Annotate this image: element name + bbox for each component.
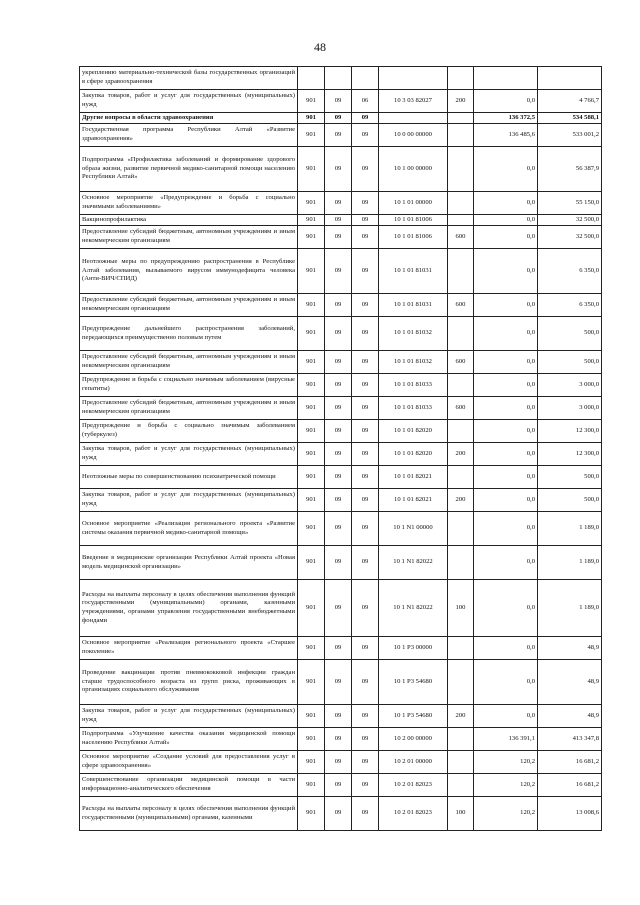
amount-first-cell: 0,0 — [474, 489, 538, 512]
row-name-cell: Закупка товаров, работ и услуг для государственных (муниципальных) нужд — [80, 443, 298, 466]
subsection-code-cell: 09 — [352, 420, 379, 443]
amount-second-cell: 16 681,2 — [538, 774, 602, 797]
row-name-cell: Основное мероприятие «Реализация регионального проекта «Старшее поколение» — [80, 637, 298, 660]
expense-type-code-cell — [448, 774, 474, 797]
subsection-code-cell: 09 — [352, 797, 379, 831]
row-name-cell: Совершенствование организации медицинской помощи в части информационно-аналитического обеспечения — [80, 774, 298, 797]
section-code-cell: 09 — [325, 705, 352, 728]
ministry-code-cell: 901 — [298, 90, 325, 113]
section-code-cell: 09 — [325, 113, 352, 124]
row-name-cell: Предоставление субсидий бюджетным, автономным учреждениям и иным некоммерческим организациям — [80, 226, 298, 249]
amount-first-cell: 0,0 — [474, 249, 538, 294]
subsection-code-cell: 09 — [352, 192, 379, 215]
table-row — [80, 226, 602, 249]
table-row — [80, 489, 602, 512]
row-name-cell: Расходы на выплаты персоналу в целях обеспечения выполнения функций государственными (муниципальными) органами, казенными учреждениями, органами управления государственными внебюджетными фондами — [80, 580, 298, 637]
section-code-cell: 09 — [325, 90, 352, 113]
ministry-code-cell: 901 — [298, 797, 325, 831]
target-article-code-cell: 10 1 01 81033 — [379, 397, 448, 420]
target-article-code-cell: 10 0 00 00000 — [379, 124, 448, 147]
section-code-cell: 09 — [325, 728, 352, 751]
amount-second-cell: 3 000,0 — [538, 397, 602, 420]
subsection-code-cell: 09 — [352, 317, 379, 351]
amount-first-cell: 0,0 — [474, 351, 538, 374]
expense-type-code-cell — [448, 215, 474, 226]
row-name-cell: Неотложные меры по совершенствованию психиатрической помощи — [80, 466, 298, 489]
subsection-code-cell: 09 — [352, 580, 379, 637]
row-name-cell: Другие вопросы в области здравоохранения — [80, 113, 298, 124]
expense-type-code-cell — [448, 317, 474, 351]
target-article-code-cell: 10 1 N1 00000 — [379, 512, 448, 546]
amount-second-cell: 3 000,0 — [538, 374, 602, 397]
section-code-cell: 09 — [325, 466, 352, 489]
section-code-cell: 09 — [325, 374, 352, 397]
expense-type-code-cell — [448, 637, 474, 660]
expense-type-code-cell — [448, 67, 474, 90]
row-name-cell: Основное мероприятие «Реализация регионального проекта «Развитие системы оказания первичной медико-санитарной помощи» — [80, 512, 298, 546]
expense-type-code-cell: 200 — [448, 489, 474, 512]
target-article-code-cell: 10 1 01 82020 — [379, 443, 448, 466]
row-name-cell: Вакцинопрофилактика — [80, 215, 298, 226]
target-article-code-cell: 10 2 01 82023 — [379, 774, 448, 797]
expense-type-code-cell — [448, 113, 474, 124]
target-article-code-cell: 10 1 01 82021 — [379, 466, 448, 489]
target-article-code-cell: 10 1 N1 82022 — [379, 580, 448, 637]
amount-second-cell: 32 500,0 — [538, 226, 602, 249]
ministry-code-cell: 901 — [298, 113, 325, 124]
subsection-code-cell: 09 — [352, 466, 379, 489]
target-article-code-cell — [379, 113, 448, 124]
amount-second-cell: 56 387,9 — [538, 147, 602, 192]
target-article-code-cell: 10 1 P3 00000 — [379, 637, 448, 660]
row-name-cell: Подпрограмма «Профилактика заболеваний и формирование здорового образа жизни, развитие первичной медико-санитарной помощи населению Республики Алтай» — [80, 147, 298, 192]
table-row — [80, 294, 602, 317]
amount-second-cell: 16 681,2 — [538, 751, 602, 774]
subsection-code-cell: 09 — [352, 215, 379, 226]
subsection-code-cell: 09 — [352, 705, 379, 728]
ministry-code-cell: 901 — [298, 546, 325, 580]
amount-first-cell: 136 372,5 — [474, 113, 538, 124]
table-row — [80, 215, 602, 226]
amount-first-cell: 0,0 — [474, 512, 538, 546]
table-row — [80, 797, 602, 831]
row-name-cell: Государственная программа Республики Алтай «Развитие здравоохранения» — [80, 124, 298, 147]
row-name-cell: Предупреждение и борьба с социально значимым заболеванием (туберкулез) — [80, 420, 298, 443]
row-name-cell: Проведение вакцинации против пневмококковой инфекции граждан старше трудоспособного возраста из групп риска, проживающих в организациях социального обслуживания — [80, 660, 298, 705]
amount-second-cell: 500,0 — [538, 489, 602, 512]
expense-type-code-cell: 200 — [448, 90, 474, 113]
expense-type-code-cell — [448, 546, 474, 580]
expense-type-code-cell — [448, 728, 474, 751]
ministry-code-cell: 901 — [298, 397, 325, 420]
amount-first-cell: 0,0 — [474, 660, 538, 705]
section-code-cell: 09 — [325, 226, 352, 249]
expense-type-code-cell — [448, 751, 474, 774]
target-article-code-cell: 10 3 03 82027 — [379, 90, 448, 113]
table-row — [80, 249, 602, 294]
amount-second-cell: 1 189,0 — [538, 580, 602, 637]
ministry-code-cell: 901 — [298, 489, 325, 512]
ministry-code-cell: 901 — [298, 580, 325, 637]
table-row — [80, 580, 602, 637]
table-row — [80, 420, 602, 443]
table-row — [80, 374, 602, 397]
row-name-cell: Предупреждение дальнейшего распространения заболеваний, передающихся преимущественно половым путем — [80, 317, 298, 351]
amount-first-cell: 0,0 — [474, 705, 538, 728]
section-code-cell: 09 — [325, 215, 352, 226]
table-row — [80, 728, 602, 751]
subsection-code-cell: 09 — [352, 489, 379, 512]
expense-type-code-cell — [448, 420, 474, 443]
ministry-code-cell: 901 — [298, 637, 325, 660]
target-article-code-cell: 10 1 01 81031 — [379, 294, 448, 317]
amount-first-cell: 136 391,1 — [474, 728, 538, 751]
amount-second-cell: 48,9 — [538, 705, 602, 728]
target-article-code-cell: 10 1 N1 82022 — [379, 546, 448, 580]
amount-first-cell: 120,2 — [474, 797, 538, 831]
target-article-code-cell: 10 1 01 81032 — [379, 351, 448, 374]
row-name-cell: Основное мероприятие «Создание условий для предоставления услуг в сфере здравоохранения» — [80, 751, 298, 774]
row-name-cell: Расходы на выплаты персоналу в целях обеспечения выполнения функций государственными (муниципальными) органами, казенными — [80, 797, 298, 831]
target-article-code-cell: 10 2 00 00000 — [379, 728, 448, 751]
table-row — [80, 660, 602, 705]
section-code-cell: 09 — [325, 249, 352, 294]
subsection-code-cell: 09 — [352, 443, 379, 466]
ministry-code-cell: 901 — [298, 147, 325, 192]
subsection-code-cell: 09 — [352, 512, 379, 546]
table-row — [80, 147, 602, 192]
amount-second-cell: 413 347,8 — [538, 728, 602, 751]
ministry-code-cell: 901 — [298, 751, 325, 774]
budget-table — [79, 66, 602, 831]
target-article-code-cell — [379, 67, 448, 90]
subsection-code-cell: 09 — [352, 660, 379, 705]
amount-second-cell: 500,0 — [538, 466, 602, 489]
table-row — [80, 637, 602, 660]
target-article-code-cell: 10 1 01 81006 — [379, 226, 448, 249]
amount-first-cell: 0,0 — [474, 147, 538, 192]
section-code-cell: 09 — [325, 512, 352, 546]
subsection-code-cell: 09 — [352, 294, 379, 317]
ministry-code-cell: 901 — [298, 443, 325, 466]
table-row — [80, 705, 602, 728]
row-name-cell: Предоставление субсидий бюджетным, автономным учреждениям и иным некоммерческим организациям — [80, 351, 298, 374]
expense-type-code-cell — [448, 374, 474, 397]
ministry-code-cell: 901 — [298, 774, 325, 797]
table-row — [80, 113, 602, 124]
target-article-code-cell: 10 1 01 82021 — [379, 489, 448, 512]
section-code-cell: 09 — [325, 637, 352, 660]
amount-first-cell: 0,0 — [474, 192, 538, 215]
subsection-code-cell — [352, 67, 379, 90]
expense-type-code-cell: 600 — [448, 397, 474, 420]
target-article-code-cell: 10 1 P3 54680 — [379, 705, 448, 728]
table-row — [80, 351, 602, 374]
amount-first-cell: 0,0 — [474, 226, 538, 249]
ministry-code-cell: 901 — [298, 351, 325, 374]
section-code-cell: 09 — [325, 546, 352, 580]
target-article-code-cell: 10 1 01 81006 — [379, 215, 448, 226]
expense-type-code-cell — [448, 192, 474, 215]
subsection-code-cell: 09 — [352, 728, 379, 751]
target-article-code-cell: 10 1 01 00000 — [379, 192, 448, 215]
page-number: 48 — [314, 40, 326, 54]
expense-type-code-cell — [448, 124, 474, 147]
table-row — [80, 751, 602, 774]
amount-second-cell: 6 350,0 — [538, 294, 602, 317]
row-name-cell: Введение в медицинские организации Республики Алтай проекта «Новая модель медицинской организации» — [80, 546, 298, 580]
row-name-cell: Основное мероприятие «Предупреждение и борьба с социально значимыми заболеваниями» — [80, 192, 298, 215]
amount-second-cell: 1 189,0 — [538, 546, 602, 580]
amount-first-cell: 0,0 — [474, 294, 538, 317]
expense-type-code-cell — [448, 466, 474, 489]
target-article-code-cell: 10 1 P3 54680 — [379, 660, 448, 705]
subsection-code-cell: 09 — [352, 397, 379, 420]
table-row — [80, 774, 602, 797]
expense-type-code-cell: 600 — [448, 294, 474, 317]
subsection-code-cell: 09 — [352, 546, 379, 580]
amount-first-cell: 0,0 — [474, 317, 538, 351]
table-row — [80, 317, 602, 351]
amount-first-cell: 0,0 — [474, 374, 538, 397]
amount-second-cell: 48,9 — [538, 660, 602, 705]
table-row — [80, 443, 602, 466]
target-article-code-cell: 10 1 00 00000 — [379, 147, 448, 192]
table-row — [80, 67, 602, 90]
table-row — [80, 90, 602, 113]
table-row — [80, 512, 602, 546]
expense-type-code-cell — [448, 512, 474, 546]
row-name-cell: Закупка товаров, работ и услуг для государственных (муниципальных) нужд — [80, 489, 298, 512]
table-row — [80, 466, 602, 489]
subsection-code-cell: 09 — [352, 124, 379, 147]
section-code-cell: 09 — [325, 192, 352, 215]
amount-first-cell: 120,2 — [474, 751, 538, 774]
table-row — [80, 397, 602, 420]
section-code-cell: 09 — [325, 351, 352, 374]
amount-second-cell: 32 500,0 — [538, 215, 602, 226]
expense-type-code-cell: 200 — [448, 443, 474, 466]
amount-first-cell — [474, 67, 538, 90]
amount-second-cell: 4 766,7 — [538, 90, 602, 113]
amount-second-cell: 533 001,2 — [538, 124, 602, 147]
section-code-cell: 09 — [325, 797, 352, 831]
ministry-code-cell: 901 — [298, 124, 325, 147]
ministry-code-cell: 901 — [298, 660, 325, 705]
amount-first-cell: 0,0 — [474, 420, 538, 443]
amount-second-cell: 48,9 — [538, 637, 602, 660]
subsection-code-cell: 09 — [352, 249, 379, 294]
amount-second-cell: 55 150,0 — [538, 192, 602, 215]
subsection-code-cell: 09 — [352, 637, 379, 660]
amount-first-cell: 0,0 — [474, 397, 538, 420]
row-name-cell: укреплению материально-технической базы государственных организаций в сфере здравоохранения — [80, 67, 298, 90]
row-name-cell: Закупка товаров, работ и услуг для государственных (муниципальных) нужд — [80, 705, 298, 728]
subsection-code-cell: 09 — [352, 351, 379, 374]
section-code-cell: 09 — [325, 147, 352, 192]
row-name-cell: Предоставление субсидий бюджетным, автономным учреждениям и иным некоммерческим организациям — [80, 397, 298, 420]
section-code-cell — [325, 67, 352, 90]
section-code-cell: 09 — [325, 124, 352, 147]
subsection-code-cell: 09 — [352, 226, 379, 249]
amount-second-cell: 500,0 — [538, 317, 602, 351]
table-row — [80, 192, 602, 215]
section-code-cell: 09 — [325, 774, 352, 797]
amount-second-cell: 534 588,1 — [538, 113, 602, 124]
section-code-cell: 09 — [325, 660, 352, 705]
amount-first-cell: 0,0 — [474, 90, 538, 113]
ministry-code-cell: 901 — [298, 728, 325, 751]
target-article-code-cell: 10 2 01 82023 — [379, 797, 448, 831]
amount-second-cell: 1 189,0 — [538, 512, 602, 546]
row-name-cell: Неотложные меры по предупреждению распространения в Республике Алтай заболевания, вызываемого вирусом иммунодефицита человека (Анти-ВИЧ/СПИД) — [80, 249, 298, 294]
section-code-cell: 09 — [325, 580, 352, 637]
expense-type-code-cell: 600 — [448, 351, 474, 374]
section-code-cell: 09 — [325, 443, 352, 466]
ministry-code-cell: 901 — [298, 192, 325, 215]
amount-first-cell: 0,0 — [474, 637, 538, 660]
amount-first-cell: 136 485,6 — [474, 124, 538, 147]
ministry-code-cell: 901 — [298, 317, 325, 351]
subsection-code-cell: 09 — [352, 147, 379, 192]
ministry-code-cell: 901 — [298, 249, 325, 294]
expense-type-code-cell — [448, 147, 474, 192]
ministry-code-cell: 901 — [298, 374, 325, 397]
table-row — [80, 546, 602, 580]
expense-type-code-cell: 100 — [448, 797, 474, 831]
subsection-code-cell: 09 — [352, 774, 379, 797]
ministry-code-cell: 901 — [298, 705, 325, 728]
ministry-code-cell — [298, 67, 325, 90]
amount-second-cell: 12 300,0 — [538, 420, 602, 443]
section-code-cell: 09 — [325, 317, 352, 351]
section-code-cell: 09 — [325, 294, 352, 317]
expense-type-code-cell — [448, 249, 474, 294]
table-row — [80, 124, 602, 147]
amount-second-cell — [538, 67, 602, 90]
ministry-code-cell: 901 — [298, 512, 325, 546]
section-code-cell: 09 — [325, 397, 352, 420]
subsection-code-cell: 09 — [352, 374, 379, 397]
row-name-cell: Предоставление субсидий бюджетным, автономным учреждениям и иным некоммерческим организациям — [80, 294, 298, 317]
expense-type-code-cell: 100 — [448, 580, 474, 637]
target-article-code-cell: 10 1 01 81033 — [379, 374, 448, 397]
ministry-code-cell: 901 — [298, 215, 325, 226]
amount-second-cell: 12 300,0 — [538, 443, 602, 466]
section-code-cell: 09 — [325, 751, 352, 774]
row-name-cell: Предупреждение и борьба с социально значимым заболеванием (вирусные гепатиты) — [80, 374, 298, 397]
amount-first-cell: 0,0 — [474, 546, 538, 580]
amount-first-cell: 0,0 — [474, 466, 538, 489]
ministry-code-cell: 901 — [298, 420, 325, 443]
subsection-code-cell: 06 — [352, 90, 379, 113]
amount-second-cell: 500,0 — [538, 351, 602, 374]
target-article-code-cell: 10 1 01 82020 — [379, 420, 448, 443]
amount-first-cell: 0,0 — [474, 215, 538, 226]
target-article-code-cell: 10 2 01 00000 — [379, 751, 448, 774]
ministry-code-cell: 901 — [298, 466, 325, 489]
subsection-code-cell: 09 — [352, 751, 379, 774]
section-code-cell: 09 — [325, 489, 352, 512]
expense-type-code-cell: 600 — [448, 226, 474, 249]
amount-first-cell: 0,0 — [474, 443, 538, 466]
ministry-code-cell: 901 — [298, 226, 325, 249]
subsection-code-cell: 09 — [352, 113, 379, 124]
expense-type-code-cell: 200 — [448, 705, 474, 728]
amount-second-cell: 6 350,0 — [538, 249, 602, 294]
target-article-code-cell: 10 1 01 81032 — [379, 317, 448, 351]
target-article-code-cell: 10 1 01 81031 — [379, 249, 448, 294]
amount-first-cell: 120,2 — [474, 774, 538, 797]
expense-type-code-cell — [448, 660, 474, 705]
section-code-cell: 09 — [325, 420, 352, 443]
table-body — [80, 67, 602, 831]
amount-first-cell: 0,0 — [474, 580, 538, 637]
amount-second-cell: 13 008,6 — [538, 797, 602, 831]
row-name-cell: Подпрограмма «Улучшение качества оказания медицинской помощи населению Республики Алтай» — [80, 728, 298, 751]
row-name-cell: Закупка товаров, работ и услуг для государственных (муниципальных) нужд — [80, 90, 298, 113]
ministry-code-cell: 901 — [298, 294, 325, 317]
